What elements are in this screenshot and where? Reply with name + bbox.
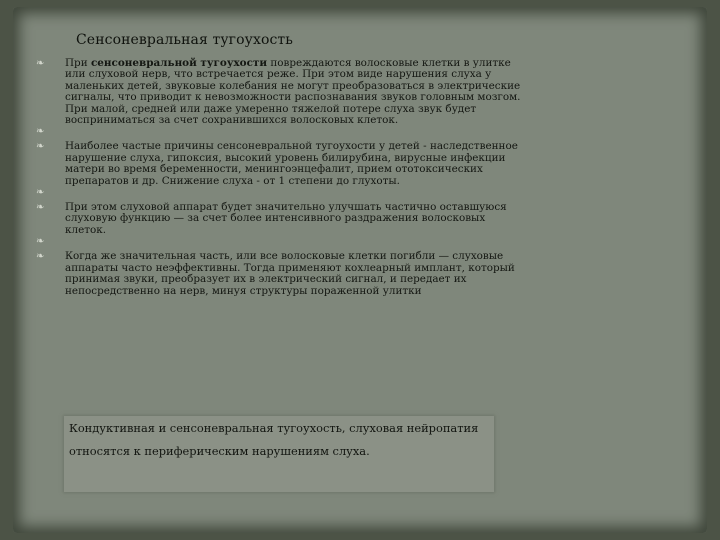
- bullet-list: [36, 58, 526, 297]
- list-item-text: Когда же значительная часть, или все волосковые клетки погибли — слуховые аппараты часто неэффективны. Тогда применяют кохлеарный имплант, который принимая звуки, преобразует их в электрический сигнал, и передает их непосредственно на нерв, минуя структуры пораженной улитки: [65, 250, 515, 297]
- note-text: Кондуктивная и сенсоневральная тугоухость, слуховая нейропатия относятся к периферическим нарушениям слуха.: [69, 421, 479, 458]
- list-item-text: Наиболее частые причины сенсоневральной тугоухости у детей - наследственное нарушение слуха, гипоксия, высокий уровень билирубина, вирусные инфекции матери во время беременности, менингоэнцефалит, прием ототоксических препаратов и др. Снижение слуха - от 1 степени до глухоты.: [65, 140, 518, 187]
- fleuron-bullet-icon: ❧: [36, 187, 45, 199]
- list-item: [36, 251, 526, 297]
- fleuron-bullet-icon: ❧: [36, 251, 45, 263]
- fleuron-bullet-icon: ❧: [36, 236, 45, 248]
- list-item-text: При сенсоневральной тугоухости повреждаются волосковые клетки в улитке или слуховой нерв, что встречается реже. При этом виде нарушения слуха у маленьких детей, звуковые колебания не могут преобразоваться в электрические сигналы, что приводит к невозможности распознавания звуков головным мозгом. При малой, средней или даже умеренно тяжелой потере слуха звук будет восприниматься за счет сохранившихся волосковых клеток.: [65, 57, 521, 127]
- list-item-text: При этом слуховой аппарат будет значительно улучшать частично оставшуюся слуховую функцию — за счет более интенсивного раздражения волосковых клеток.: [65, 201, 507, 236]
- fleuron-bullet-icon: ❧: [36, 141, 45, 153]
- list-item: [36, 58, 526, 126]
- empty-list-item: [36, 236, 526, 251]
- slide-title: Сенсоневральная тугоухость: [76, 32, 293, 48]
- fleuron-bullet-icon: ❧: [36, 202, 45, 214]
- fleuron-bullet-icon: ❧: [36, 58, 45, 69]
- empty-list-item: [36, 187, 526, 202]
- empty-list-item: [36, 126, 526, 141]
- list-item: [36, 141, 526, 187]
- highlighted-term: сенсоневральной тугоухости: [90, 57, 268, 69]
- fleuron-bullet-icon: ❧: [36, 126, 45, 138]
- list-item: [36, 202, 526, 236]
